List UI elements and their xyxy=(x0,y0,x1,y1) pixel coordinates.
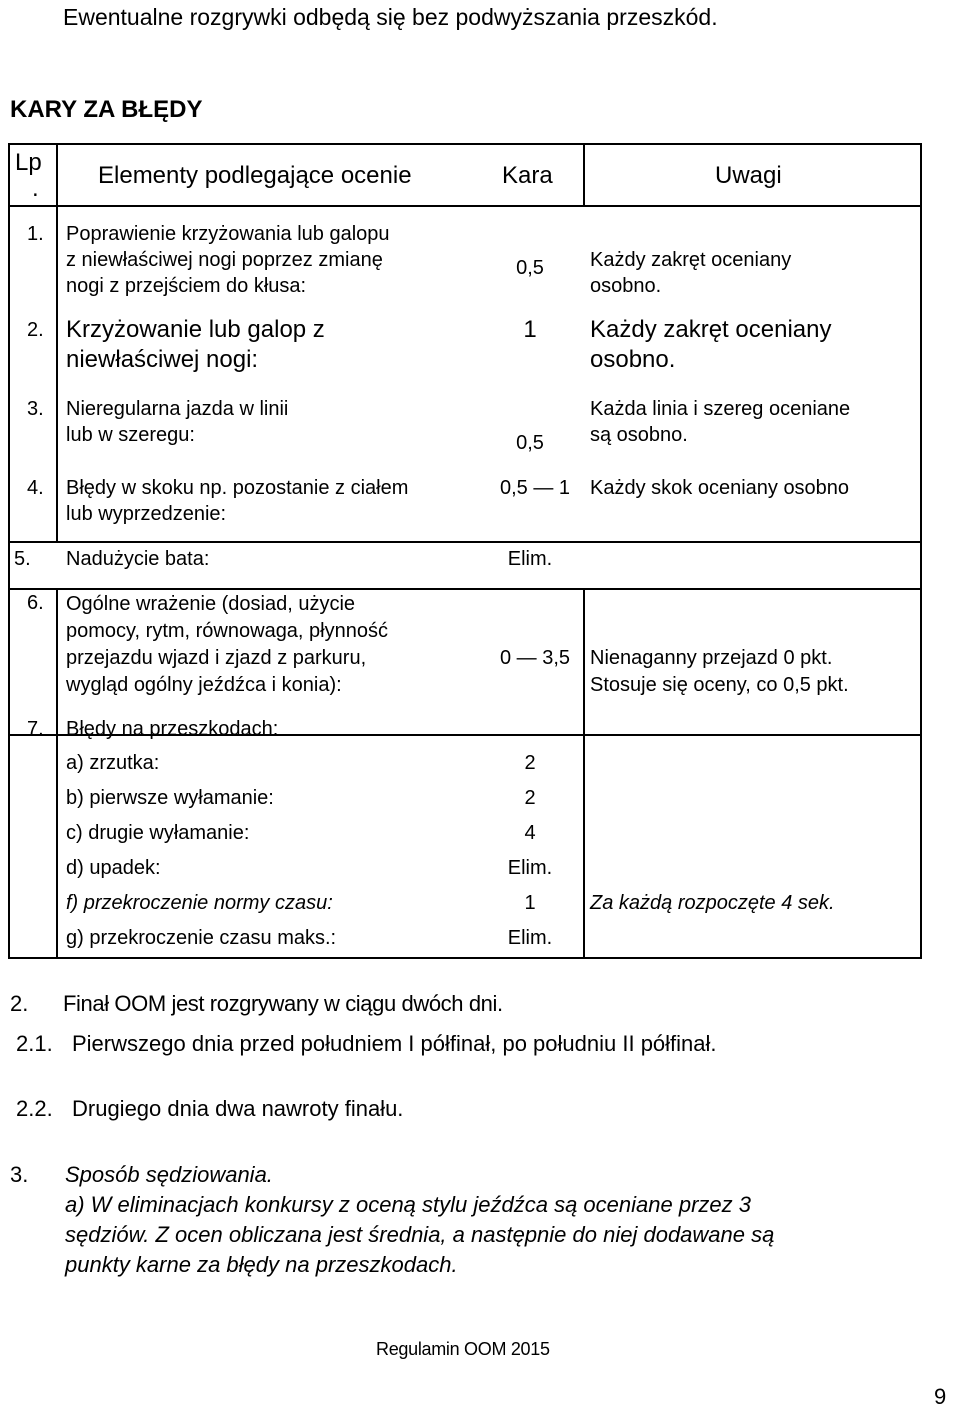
row-element-line: przejazdu wjazd i zjazd z parkuru, xyxy=(66,647,367,669)
row-element-line: Poprawienie krzyżowania lub galopu xyxy=(66,223,390,245)
row-number: 5. xyxy=(14,548,31,570)
header-uwagi: Uwagi xyxy=(715,162,782,189)
row-uwagi-line: Każda linia i szereg oceniane xyxy=(590,398,851,420)
header-elements: Elementy podlegające ocenie xyxy=(98,162,412,189)
row-element-line: Błędy na przeszkodach: xyxy=(66,718,279,740)
row-divider xyxy=(10,541,920,543)
row-kara: 0,5 xyxy=(516,432,544,454)
subrow-kara: 4 xyxy=(524,822,536,844)
row-uwagi-line: osobno. xyxy=(590,346,676,373)
intro-text: Ewentualne rozgrywki odbędą się bez podwyższania przeszkód. xyxy=(63,4,718,30)
section-3-line: sędziów. Z ocen obliczana jest średnia, a następnie do niej dodawane są xyxy=(65,1222,775,1247)
row-uwagi-line: są osobno. xyxy=(590,424,688,446)
subrow-kara: Elim. xyxy=(507,927,553,949)
row-kara: Elim. xyxy=(507,548,553,570)
section-3-line: a) W eliminacjach konkursy z oceną stylu jeźdźca są oceniane przez 3 xyxy=(65,1192,751,1217)
row-kara: 0,5 — 1 xyxy=(499,477,571,499)
page-number: 9 xyxy=(934,1384,947,1409)
row-number: 2. xyxy=(27,319,44,341)
row-element-line: Krzyżowanie lub galop z xyxy=(66,316,325,343)
header-lp: Lp xyxy=(15,149,42,176)
section-3-line: punkty karne za błędy na przeszkodach. xyxy=(65,1252,458,1277)
row-kara: 0,5 xyxy=(516,257,544,279)
subrow-kara: 2 xyxy=(524,752,536,774)
section-2-2-text: Drugiego dnia dwa nawroty finału. xyxy=(72,1096,404,1121)
section-2-2-number: 2.2. xyxy=(16,1096,53,1121)
row-element-line: wygląd ogólny jeźdźca i konia): xyxy=(66,674,342,696)
row-uwagi-line: Każdy zakręt oceniany xyxy=(590,316,832,343)
subrow-kara: 1 xyxy=(524,892,536,914)
header-kara: Kara xyxy=(502,162,553,189)
row-kara: 0 — 3,5 xyxy=(499,647,571,669)
row-element-line: lub wyprzedzenie: xyxy=(66,503,227,525)
row-uwagi-line: Każdy zakręt oceniany xyxy=(590,249,792,271)
row-element-line: Błędy w skoku np. pozostanie z ciałem xyxy=(66,477,409,499)
penalty-table xyxy=(8,143,922,959)
row-uwagi-line: Każdy skok oceniany osobno xyxy=(590,477,850,499)
row-divider xyxy=(10,588,920,590)
row-uwagi-line: Stosuje się oceny, co 0,5 pkt. xyxy=(590,674,849,696)
row-element-line: Nieregularna jazda w linii xyxy=(66,398,289,420)
col-divider xyxy=(56,588,58,959)
page-footer: Regulamin OOM 2015 xyxy=(376,1339,550,1359)
header-lp-dot: . xyxy=(32,175,39,202)
subrow-uwagi: Za każdą rozpoczęte 4 sek. xyxy=(590,892,835,914)
subrow-kara: 2 xyxy=(524,787,536,809)
section-heading: KARY ZA BŁĘDY xyxy=(10,96,203,123)
subrow-label: c) drugie wyłamanie: xyxy=(66,822,250,844)
section-3-number: 3. xyxy=(10,1162,29,1187)
row-uwagi-line: Nienaganny przejazd 0 pkt. xyxy=(590,647,833,669)
subrow-kara: Elim. xyxy=(507,857,553,879)
row-element-line: lub w szeregu: xyxy=(66,424,195,446)
section-2-1-number: 2.1. xyxy=(16,1031,53,1056)
subrow-label: g) przekroczenie czasu maks.: xyxy=(66,927,337,949)
row-element-line: niewłaściwej nogi: xyxy=(66,346,259,373)
row-kara: 1 xyxy=(523,316,537,343)
row-element-line: pomocy, rytm, równowaga, płynność xyxy=(66,620,388,642)
subrow-label: f) przekroczenie normy czasu: xyxy=(66,892,333,914)
col-divider xyxy=(583,734,585,959)
subrow-label: d) upadek: xyxy=(66,857,161,879)
row-element-line: Nadużycie bata: xyxy=(66,548,210,570)
row-number: 7. xyxy=(27,718,44,740)
row-divider xyxy=(10,205,920,207)
section-2-number: 2. xyxy=(10,991,29,1016)
row-number: 4. xyxy=(27,477,44,499)
row-number: 1. xyxy=(27,223,44,245)
subrow-label: b) pierwsze wyłamanie: xyxy=(66,787,274,809)
row-uwagi-line: osobno. xyxy=(590,275,662,297)
row-number: 3. xyxy=(27,398,44,420)
col-divider xyxy=(583,145,585,205)
row-element-line: nogi z przejściem do kłusa: xyxy=(66,275,307,297)
section-3-title: Sposób sędziowania. xyxy=(65,1162,273,1187)
section-2-1-text: Pierwszego dnia przed południem I półfinał, po południu II półfinał. xyxy=(72,1031,717,1056)
row-element-line: Ogólne wrażenie (dosiad, użycie xyxy=(66,593,356,615)
row-element-line: z niewłaściwej nogi poprzez zmianę xyxy=(66,249,383,271)
row-number: 6. xyxy=(27,592,44,614)
subrow-label: a) zrzutka: xyxy=(66,752,160,774)
section-2-text: Finał OOM jest rozgrywany w ciągu dwóch dni. xyxy=(63,991,503,1016)
